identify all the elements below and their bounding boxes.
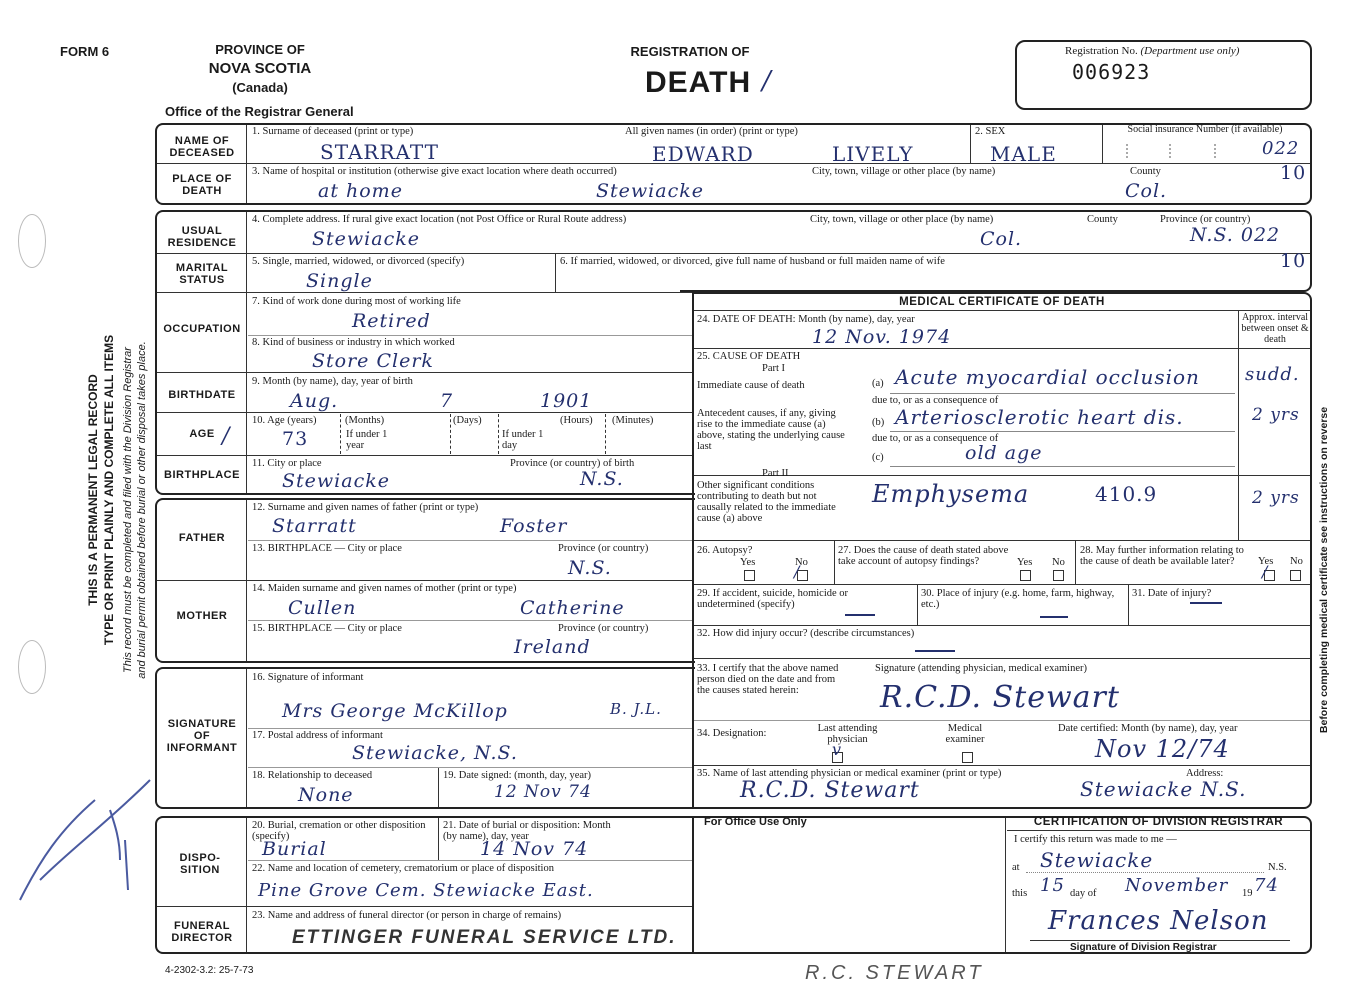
label-address: 4. Complete address. If rural give exact location (not Post Office or Rural Route address)	[252, 214, 627, 225]
value-place-of-death: at home	[318, 180, 403, 202]
form-number: FORM 6	[60, 44, 110, 59]
label-under-one-year: If under 1 year	[346, 429, 388, 451]
value-sin: 022	[1262, 138, 1300, 159]
label-informant-signature: 16. Signature of informant	[252, 672, 364, 683]
value-registrar-at: Stewiacke	[1040, 848, 1154, 872]
title-check-mark: /	[762, 66, 772, 96]
value-mother-given: Catherine	[520, 597, 625, 619]
section-usual-residence: USUAL RESIDENCE	[167, 225, 237, 249]
value-registrar-year: 74	[1254, 875, 1279, 896]
label-registrar-ns: N.S.	[1268, 862, 1287, 873]
label-date-certified: Date certified: Month (by name), day, year	[1058, 723, 1238, 734]
label-cemetery: 22. Name and location of cemetery, crematorium or place of disposition	[252, 863, 554, 874]
label-relationship: 18. Relationship to deceased	[252, 770, 373, 781]
label-age-months: (Months)	[345, 415, 385, 426]
value-relationship: None	[298, 784, 354, 806]
label-cause-b: (b)	[872, 417, 885, 428]
label-antecedent: Antecedent causes, if any, giving rise to the immediate cause (a) above, stating the underlying cause last	[697, 408, 845, 452]
further-yes-mark: /	[1262, 562, 1269, 581]
label-registrar-signature: Signature of Division Registrar	[1070, 942, 1217, 953]
section-mother: MOTHER	[176, 610, 228, 622]
value-disposition: Burial	[262, 838, 327, 860]
label-physician-address: Address:	[1186, 768, 1224, 779]
punch-hole-bottom	[18, 640, 46, 694]
margin-pen-scribble	[0, 740, 160, 910]
label-due-to-2: due to, or as a consequence of	[872, 433, 999, 444]
label-registrar-certify: I certify this return was made to me —	[1014, 834, 1177, 845]
label-sex: 2. SEX	[975, 126, 1006, 137]
label-business: 8. Kind of business or industry in which worked	[252, 337, 455, 348]
label-res-county: County	[1087, 214, 1118, 225]
legal-record-text: THIS IS A PERMANENT LEGAL RECORD	[86, 374, 100, 606]
checkbox-medical-examiner[interactable]	[962, 752, 973, 763]
label-accident: 29. If accident, suicide, homicide or undetermined (specify)	[697, 588, 849, 610]
label-date-signed: 19. Date signed: (month, day, year)	[443, 770, 592, 781]
label-res-city: City, town, village or other place (by name)	[810, 214, 994, 225]
sin-digit-boxes	[1125, 142, 1260, 160]
label-further-yes: Yes	[1258, 556, 1274, 567]
value-interval-b: 2 yrs	[1252, 405, 1300, 425]
office-use-title: For Office Use Only	[704, 816, 807, 828]
section-place-of-death: PLACE OF DEATH	[172, 173, 232, 197]
label-physician-signature: Signature (attending physician, medical examiner)	[875, 663, 1087, 674]
label-place-of-injury: 30. Place of injury (e.g. home, farm, highway, etc.)	[921, 588, 1115, 610]
label-registrar-day-of: day of	[1070, 888, 1097, 899]
checkbox-autopsy-yes[interactable]	[744, 570, 755, 581]
label-certify: 33. I certify that the above named person died on the date and from the causes stated herein:	[697, 663, 839, 696]
value-informant-note: B. J.L.	[610, 700, 662, 718]
label-place-county: County	[1130, 166, 1161, 177]
value-place-county: Col.	[1125, 180, 1168, 202]
label-part-one: Part I	[762, 363, 786, 374]
label-autopsy-findings: 27. Does the cause of death stated above take account of autopsy findings?	[838, 545, 1009, 567]
value-interval-two: 2 yrs	[1252, 488, 1300, 508]
label-registrar-this: this	[1012, 888, 1028, 899]
label-marital: 5. Single, married, widowed, or divorced (specify)	[252, 256, 465, 267]
checkbox-findings-no[interactable]	[1053, 570, 1064, 581]
value-sex: MALE	[990, 142, 1057, 166]
value-place-code: 10	[1280, 162, 1307, 184]
label-birthdate: 9. Month (by name), day, year of birth	[252, 376, 413, 387]
value-cause-b: Arteriosclerotic heart dis.	[895, 405, 1184, 429]
value-date-signed: 12 Nov 74	[494, 782, 592, 802]
punch-hole-top	[18, 214, 46, 268]
section-occupation: OCCUPATION	[163, 323, 241, 335]
label-disposition-date: 21. Date of burial or disposition: Month (by name), day, year	[443, 820, 611, 842]
registration-number-box	[1015, 40, 1312, 110]
label-hospital: 3. Name of hospital or institution (otherwise give exact location where death occurred)	[252, 166, 617, 177]
label-mother-province: Province (or country)	[558, 623, 649, 634]
section-father: FATHER	[178, 532, 226, 544]
value-cemetery: Pine Grove Cem. Stewiacke East.	[258, 880, 594, 901]
label-surname: 1. Surname of deceased (print or type)	[252, 126, 414, 137]
age-check-mark: /	[222, 424, 231, 449]
reverse-instruction-text: Before completing medical certificate see instructions on reverse	[1318, 406, 1330, 734]
value-registrar-month: November	[1125, 875, 1229, 896]
value-father-surname: Starratt	[272, 515, 357, 537]
label-part-two: Part II	[762, 468, 789, 479]
province-line3: (Canada)	[232, 80, 288, 95]
label-sin: Social insurance Number (if available)	[1127, 124, 1283, 135]
value-interval-a: sudd.	[1245, 364, 1300, 385]
section-signature-informant: SIGNATURE OF INFORMANT	[166, 718, 238, 754]
label-further-info: 28. May further information relating to the cause of death be available later?	[1080, 545, 1244, 567]
label-under-one-day: If under 1 day	[502, 429, 544, 451]
medical-certificate-title: MEDICAL CERTIFICATE OF DEATH	[899, 296, 1105, 308]
label-cause-of-death: 25. CAUSE OF DEATH	[697, 351, 801, 362]
section-funeral-director: FUNERAL DIRECTOR	[171, 920, 233, 944]
value-business: Store Clerk	[312, 350, 434, 372]
value-registrar-signature: Frances Nelson	[1048, 906, 1269, 936]
value-father-given: Foster	[500, 515, 568, 537]
section-age: AGE	[189, 428, 215, 440]
value-physician-name: R.C.D. Stewart	[740, 778, 920, 803]
autopsy-no-mark: /	[794, 562, 801, 581]
office-registrar-general: Office of the Registrar General	[165, 104, 354, 119]
print-plainly-text: TYPE OR PRINT PLAINLY AND COMPLETE ALL ITEMS	[102, 334, 116, 646]
last-attending-mark: v	[832, 740, 843, 759]
label-registrar-year-prefix: 19	[1242, 888, 1253, 899]
label-mother-name: 14. Maiden surname and given names of mother (print or type)	[252, 583, 517, 594]
value-funeral-director: ETTINGER FUNERAL SERVICE LTD.	[292, 927, 677, 948]
province-line1: PROVINCE OF	[215, 42, 305, 57]
value-birthplace-province: N.S.	[580, 468, 624, 490]
registrar-instruction-2: and burial permit obtained before burial or other disposal takes place.	[136, 341, 148, 679]
value-registrar-day: 15	[1040, 875, 1065, 896]
registrar-instruction-1: This record must be completed and filed with the Division Registrar	[122, 347, 134, 673]
label-age-hours: (Hours)	[560, 415, 593, 426]
physician-stamp: R.C. STEWART	[805, 962, 984, 984]
value-cause-c: old age	[965, 442, 1043, 464]
value-part-two-code: 410.9	[1095, 482, 1158, 506]
value-given-name-1: EDWARD	[652, 142, 754, 166]
label-last-attending: Last attending physician	[817, 723, 878, 745]
label-immediate-cause: Immediate cause of death	[697, 380, 805, 391]
label-cause-a: (a)	[872, 378, 884, 389]
label-birthplace-province: Province (or country) of birth	[510, 458, 635, 469]
value-place-city: Stewiacke	[596, 180, 704, 202]
label-father-birthplace: 13. BIRTHPLACE — City or place	[252, 543, 402, 554]
label-findings-yes: Yes	[1017, 557, 1033, 568]
form-code: 4-2302-3.2: 25-7-73	[165, 965, 254, 976]
value-residence: Stewiacke	[312, 228, 420, 250]
value-marital: Single	[306, 270, 373, 292]
label-mother-birthplace: 15. BIRTHPLACE — City or place	[252, 623, 402, 634]
value-work: Retired	[352, 310, 431, 332]
value-father-province: N.S.	[568, 557, 612, 579]
section-birthdate: BIRTHDATE	[168, 389, 236, 401]
value-date-of-death: 12 Nov. 1974	[812, 326, 952, 348]
label-registrar-at: at	[1012, 862, 1020, 873]
label-how-injury: 32. How did injury occur? (describe circumstances)	[697, 628, 915, 639]
label-medical-examiner: Medical examiner	[945, 723, 985, 745]
label-place-city: City, town, village or other place (by name)	[812, 166, 996, 177]
section-disposition: DISPO- SITION	[179, 852, 221, 876]
form-title: DEATH	[645, 66, 752, 99]
section-birthplace: BIRTHPLACE	[164, 469, 240, 481]
value-mother-surname: Cullen	[288, 597, 357, 619]
value-surname: STARRATT	[320, 140, 439, 164]
label-father-province: Province (or country)	[558, 543, 649, 554]
label-designation: 34. Designation:	[697, 728, 767, 739]
division-registrar-title: CERTIFICATION OF DIVISION REGISTRAR	[1033, 816, 1284, 828]
value-res-province: N.S. 022	[1190, 224, 1281, 246]
label-interval: Approx. interval between onset & death	[1241, 312, 1309, 345]
label-autopsy-yes: Yes	[740, 557, 756, 568]
label-given-names: All given names (in order) (print or type)	[625, 126, 798, 137]
value-date-certified: Nov 12/74	[1095, 735, 1230, 763]
value-cause-a: Acute myocardial occlusion	[895, 365, 1200, 389]
value-res-code: 10	[1280, 250, 1307, 272]
label-spouse: 6. If married, widowed, or divorced, give full name of husband or full maiden name of wife	[560, 256, 945, 267]
checkbox-further-no[interactable]	[1290, 570, 1301, 581]
value-birth-year: 1901	[540, 390, 593, 412]
section-marital-status: MARITAL STATUS	[175, 262, 229, 286]
province-line2: NOVA SCOTIA	[208, 60, 312, 77]
value-disposition-date: 14 Nov 74	[480, 838, 589, 860]
label-autopsy-no: No	[795, 557, 808, 568]
label-cause-c: (c)	[872, 452, 884, 463]
label-age-minutes: (Minutes)	[612, 415, 654, 426]
label-age-days: (Days)	[453, 415, 482, 426]
label-other-conditions: Other significant conditions contributing to death but not causally related to the immediate cause (a) above	[697, 480, 836, 524]
label-due-to-1: due to, or as a consequence of	[872, 395, 999, 406]
registration-of: REGISTRATION OF	[630, 44, 750, 59]
label-physician-name: 35. Name of last attending physician or medical examiner (print or type)	[697, 768, 1002, 779]
value-res-county: Col.	[980, 228, 1023, 250]
label-autopsy: 26. Autopsy?	[697, 545, 753, 556]
checkbox-findings-yes[interactable]	[1020, 570, 1031, 581]
label-disposition: 20. Burial, cremation or other disposition (specify)	[252, 820, 426, 842]
value-age: 73	[282, 428, 309, 450]
label-father-name: 12. Surname and given names of father (print or type)	[252, 502, 479, 513]
label-findings-no: No	[1052, 557, 1065, 568]
label-funeral-director: 23. Name and address of funeral director (or person in charge of remains)	[252, 910, 562, 921]
value-informant-address: Stewiacke, N.S.	[352, 742, 518, 764]
label-informant-address: 17. Postal address of informant	[252, 730, 383, 741]
value-informant-signature: Mrs George McKillop	[282, 700, 508, 722]
value-mother-province: Ireland	[514, 636, 591, 658]
label-age: 10. Age (years)	[252, 415, 317, 426]
registration-number: 006923	[1072, 60, 1151, 84]
label-date-of-injury: 31. Date of injury?	[1132, 588, 1212, 599]
value-part-two-cause: Emphysema	[872, 480, 1030, 508]
label-work: 7. Kind of work done during most of working life	[252, 296, 461, 307]
value-given-name-2: LIVELY	[832, 142, 914, 166]
section-name-of-deceased: NAME OF DECEASED	[169, 135, 235, 159]
label-birthplace-city: 11. City or place	[252, 458, 322, 469]
value-birth-day: 7	[440, 390, 454, 412]
reg-no-label: Registration No. (Department use only)	[1065, 45, 1240, 57]
value-birthplace-city: Stewiacke	[282, 470, 390, 492]
label-res-province: Province (or country)	[1160, 214, 1251, 225]
value-physician-signature: R.C.D. Stewart	[880, 680, 1120, 715]
label-date-of-death: 24. DATE OF DEATH: Month (by name), day, year	[697, 314, 915, 325]
value-birth-month: Aug.	[290, 390, 339, 412]
value-physician-address: Stewiacke N.S.	[1080, 777, 1247, 801]
label-further-no: No	[1290, 556, 1303, 567]
